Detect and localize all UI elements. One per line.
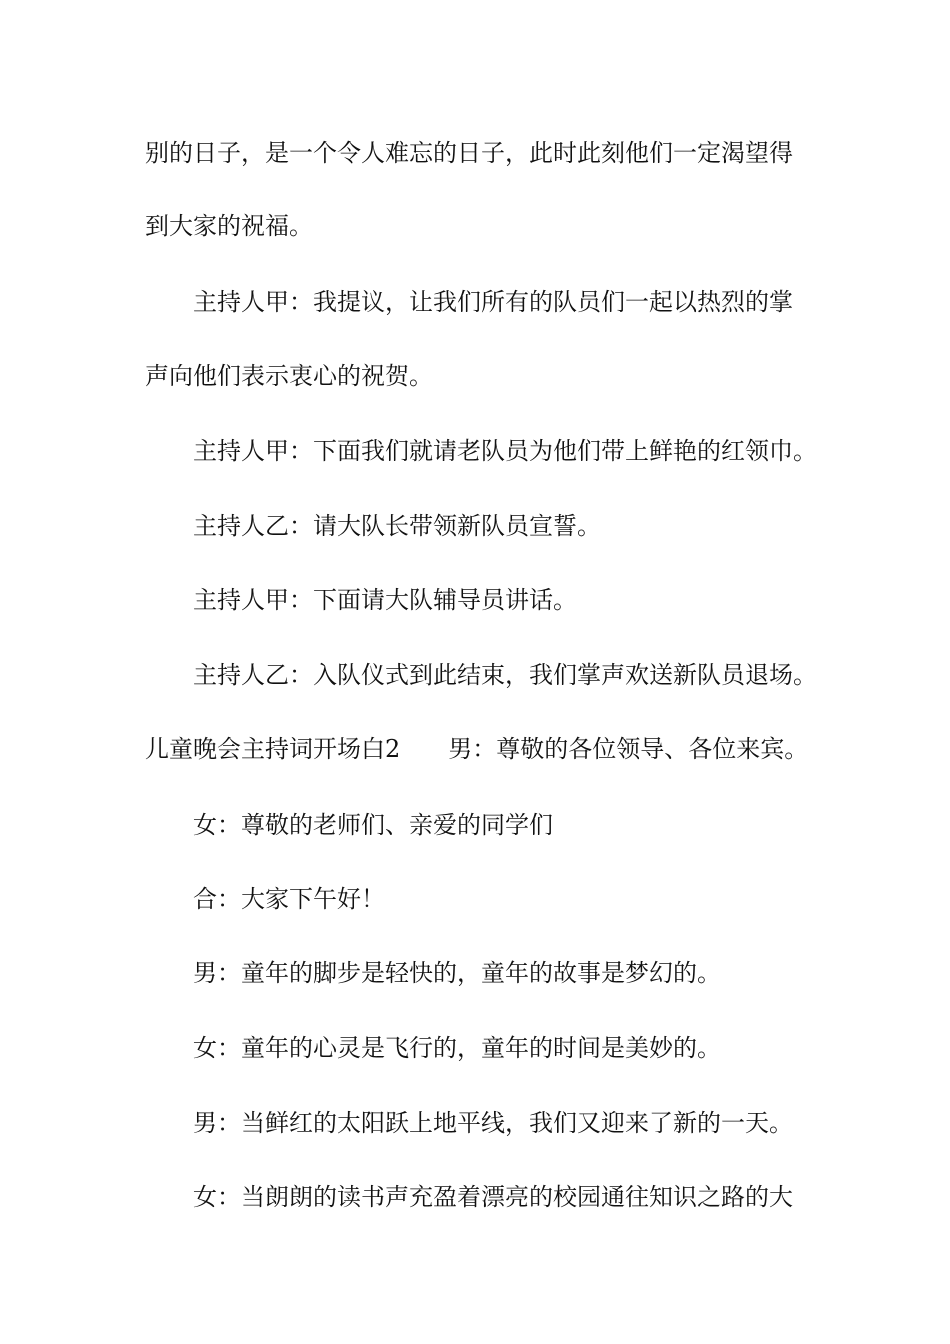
paragraph-line: 男：当鲜红的太阳跃上地平线，我们又迎来了新的一天。 — [193, 1109, 793, 1137]
paragraph-line: 女：尊敬的老师们、亲爱的同学们 — [193, 811, 553, 839]
paragraph-line: 到大家的祝福。 — [145, 212, 313, 240]
paragraph-line: 女：童年的心灵是飞行的，童年的时间是美妙的。 — [193, 1034, 721, 1062]
paragraph-line: 男：童年的脚步是轻快的，童年的故事是梦幻的。 — [193, 959, 721, 987]
paragraph-line: 主持人乙：请大队长带领新队员宣誓。 — [193, 512, 601, 540]
paragraph-line: 主持人甲：我提议，让我们所有的队员们一起以热烈的掌 — [193, 288, 793, 316]
paragraph-line: 主持人甲：下面请大队辅导员讲话。 — [193, 586, 577, 614]
paragraph-line: 女：当朗朗的读书声充盈着漂亮的校园通往知识之路的大 — [193, 1183, 793, 1211]
section-heading: 儿童晚会主持词开场白2 — [145, 735, 401, 763]
section-heading-line — [145, 734, 808, 764]
paragraph-line: 声向他们表示衷心的祝贺。 — [145, 362, 433, 390]
paragraph-text: 男：尊敬的各位领导、各位来宾。 — [448, 735, 809, 763]
paragraph-line: 主持人甲：下面我们就请老队员为他们带上鲜艳的红领巾。 — [193, 437, 817, 465]
paragraph-line: 合：大家下午好！ — [193, 885, 385, 913]
paragraph-line: 别的日子，是一个令人难忘的日子，此时此刻他们一定渴望得 — [145, 139, 793, 167]
paragraph-line: 主持人乙：入队仪式到此结束，我们掌声欢送新队员退场。 — [193, 661, 817, 689]
